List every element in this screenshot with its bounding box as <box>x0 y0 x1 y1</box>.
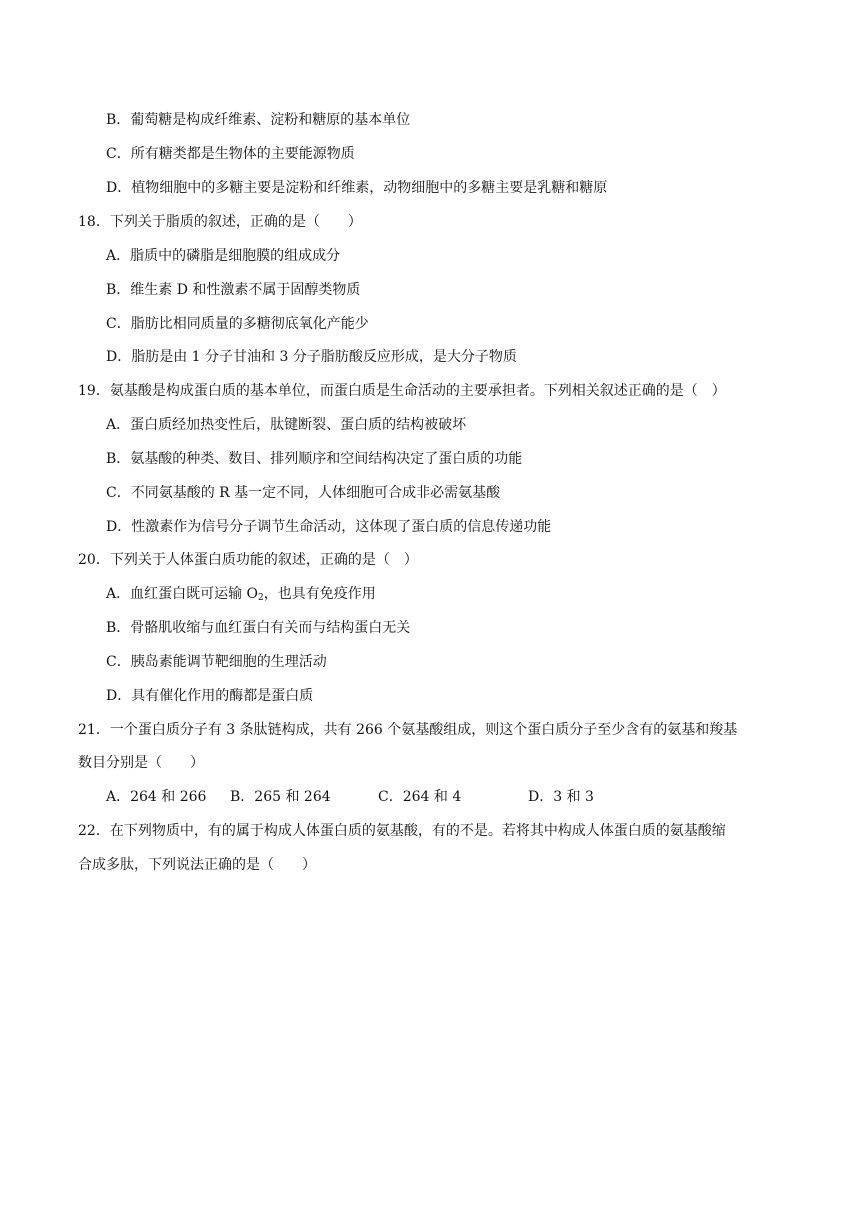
q18-stem: 18．下列关于脂质的叙述，正确的是（ ） <box>78 214 362 230</box>
q21-option-c: C．264 和 4 <box>378 789 462 805</box>
q20-option-c: C．胰岛素能调节靶细胞的生理活动 <box>106 654 327 670</box>
q20-stem: 20．下列关于人体蛋白质功能的叙述，正确的是（ ） <box>78 552 418 568</box>
q22-stem-line2: 合成多肽，下列说法正确的是（ ） <box>78 857 316 873</box>
q20-option-d: D．具有催化作用的酶都是蛋白质 <box>106 688 314 704</box>
q18-option-d: D．脂肪是由 1 分子甘油和 3 分子脂肪酸反应形成，是大分子物质 <box>106 349 517 365</box>
q19-option-a: A．蛋白质经加热变性后，肽键断裂、蛋白质的结构被破坏 <box>106 417 467 433</box>
q22-stem-line1: 22．在下列物质中，有的属于构成人体蛋白质的氨基酸，有的不是。若将其中构成人体蛋白质的氨基酸缩 <box>78 823 726 839</box>
q17-option-d: D．植物细胞中的多糖主要是淀粉和纤维素，动物细胞中的多糖主要是乳糖和糖原 <box>106 180 608 196</box>
q17-option-b: B．葡萄糖是构成纤维素、淀粉和糖原的基本单位 <box>106 112 411 128</box>
q20-option-a-subscript: 2 <box>258 593 264 603</box>
q21-option-d: D．3 和 3 <box>528 789 594 805</box>
q18-option-b: B．维生素 D 和性激素不属于固醇类物质 <box>106 282 361 298</box>
q17-option-c: C．所有糖类都是生物体的主要能源物质 <box>106 146 355 162</box>
q20-option-b: B．骨骼肌收缩与血红蛋白有关而与结构蛋白无关 <box>106 620 411 636</box>
q20-option-a-text-end: ，也具有免疫作用 <box>263 586 376 602</box>
q19-stem: 19．氨基酸是构成蛋白质的基本单位，而蛋白质是生命活动的主要承担者。下列相关叙述正确的是（ ） <box>78 383 726 399</box>
q21-stem-line1: 21．一个蛋白质分子有 3 条肽链构成，共有 266 个氨基酸组成，则这个蛋白质分子至少含有的氨基和羧基 <box>78 722 738 738</box>
q20-option-a <box>106 584 376 608</box>
q18-option-a: A．脂质中的磷脂是细胞膜的组成成分 <box>106 248 341 264</box>
q19-option-d: D．性激素作为信号分子调节生命活动，这体现了蛋白质的信息传递功能 <box>106 519 552 535</box>
q21-option-a: A．264 和 266 <box>106 789 207 805</box>
q21-options <box>106 787 706 807</box>
q19-option-b: B．氨基酸的种类、数目、排列顺序和空间结构决定了蛋白质的功能 <box>106 451 523 467</box>
q19-option-c: C．不同氨基酸的 R 基一定不同，人体细胞可合成非必需氨基酸 <box>106 485 501 501</box>
q20-option-a-text: A．血红蛋白既可运输 O <box>106 586 259 602</box>
q18-option-c: C．脂肪比相同质量的多糖彻底氧化产能少 <box>106 316 369 332</box>
q21-option-b: B．265 和 264 <box>230 789 331 805</box>
q21-stem-line2: 数目分别是（ ） <box>78 755 204 771</box>
